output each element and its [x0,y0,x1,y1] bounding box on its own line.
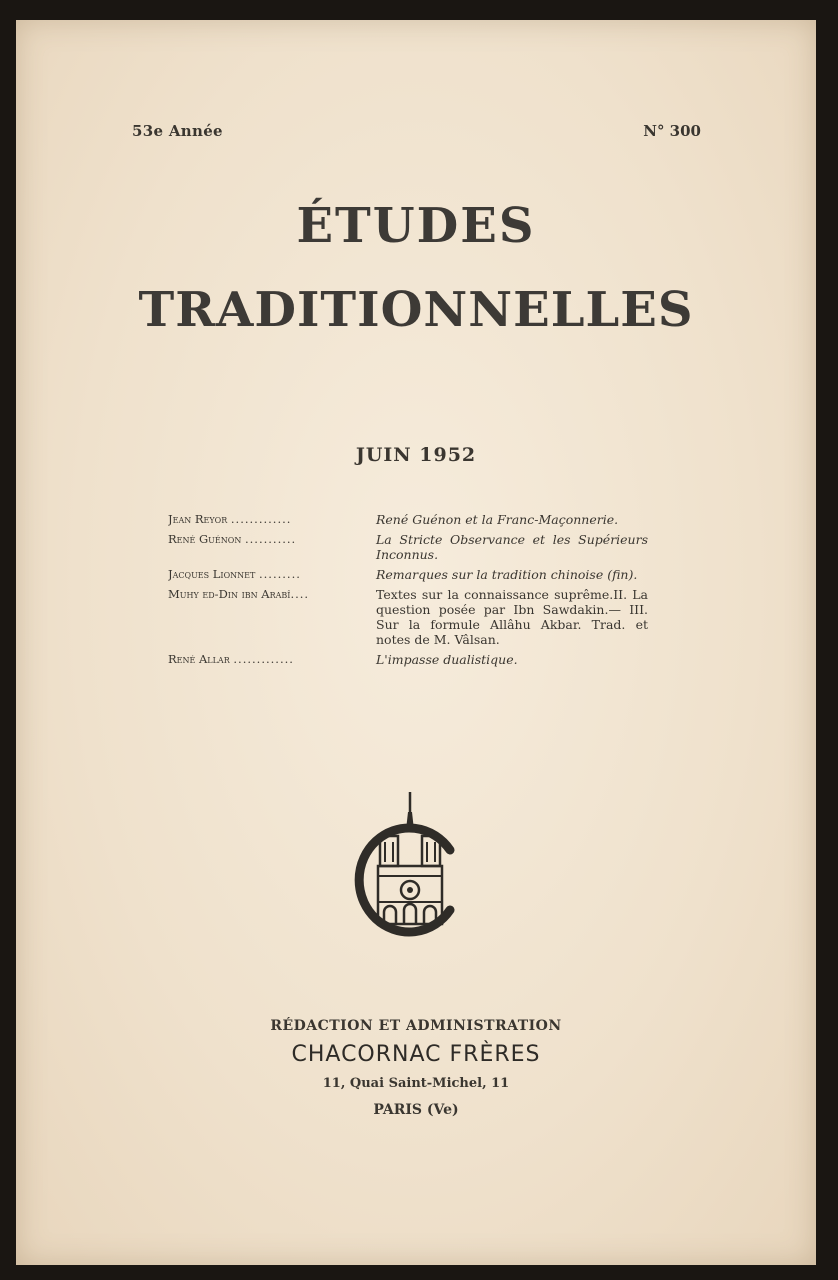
publisher-address: 11, Quai Saint-Michel, 11 [322,1076,510,1091]
entry-author: Muhy ed-Din ibn Arabî [168,587,291,601]
entry-title: René Guénon et la Franc-Maçonnerie. [376,512,619,527]
contents-entry: René Guénon ........... La Stricte Observance et les Supérieurs Inconnus. [168,532,648,562]
entry-title: Remarques sur la tradition chinoise (fin). [376,567,638,582]
journal-title-line-2: TRADITIONNELLES [138,282,694,338]
entry-title: La Stricte Observance et les Supérieurs Inconnus. [376,532,648,562]
entry-author: Jean Reyor [168,512,228,526]
entry-author: René Allar [168,652,230,666]
year-label: 53e Année [132,122,223,140]
contents-entry: Muhy ed-Din ibn Arabî.... Textes sur la connaissance suprême.II. La question posée par Ibn Sawdakin.— III. Sur la formule Allâhu Akbar. Trad. et notes de M. Vâlsan. [168,587,648,647]
publisher-name: CHACORNAC FRÈRES [291,1042,541,1067]
issue-number: N° 300 [643,122,701,140]
contents-entry: Jean Reyor ............. René Guénon et la Franc-Maçonnerie. [168,512,648,527]
journal-title-line-1: ÉTUDES [296,198,536,254]
contents-entry: Jacques Lionnet ......... Remarques sur la tradition chinoise (fin). [168,567,648,582]
entry-author: Jacques Lionnet [168,567,256,581]
entry-title: L'impasse dualistique. [376,652,518,667]
issue-date: JUIN 1952 [355,444,477,466]
publisher-city: PARIS (Ve) [373,1102,459,1118]
editorial-heading: RÉDACTION ET ADMINISTRATION [270,1018,562,1034]
entry-author: René Guénon [168,532,242,546]
entry-title: Textes sur la connaissance suprême.II. La question posée par Ibn Sawdakin.— III. Sur la formule Allâhu Akbar. Trad. et notes de M. Vâlsan. [376,587,648,647]
contents-entry: René Allar ............. L'impasse dualistique. [168,652,648,667]
table-of-contents [168,512,648,672]
journal-cover [16,20,816,1265]
cathedral-monogram-icon [346,790,466,940]
